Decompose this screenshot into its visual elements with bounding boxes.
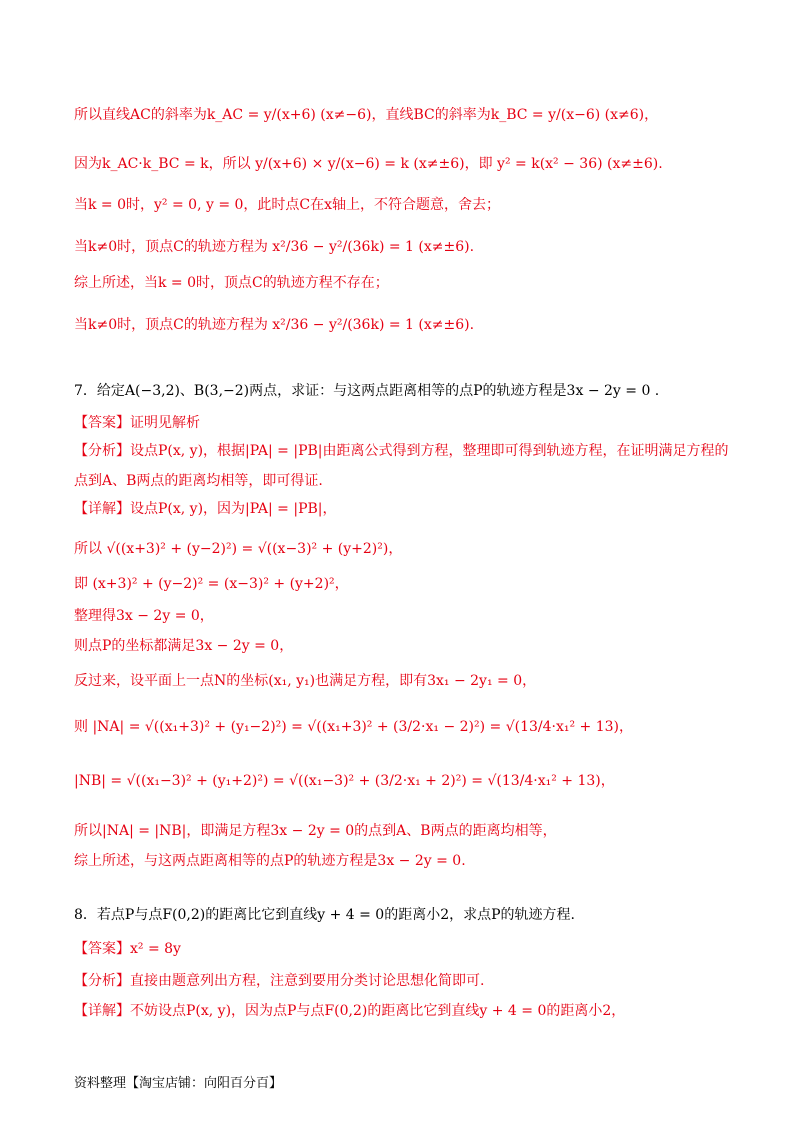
problem-7-answer: 【答案】证明见解析 (74, 415, 200, 431)
problem-7-detail-1: 【详解】设点P(x, y)，因为|PA| = |PB|， (74, 501, 337, 517)
problem-8-statement: 8．若点P与点F(0,2)的距离比它到直线y + 4 = 0的距离小2，求点P的轨迹方程. (74, 907, 575, 923)
text-line-slope-ac-bc: 所以直线AC的斜率为k_AC = y/(x+6) (x≠−6)，直线BC的斜率为k_BC = y/(x−6) (x≠6)， (74, 107, 659, 123)
problem-7-detail-na: 则 |NA| = √((x₁+3)² + (y₁−2)²) = √((x₁+3)² + (3/2·x₁ − 2)²) = √(13/4·x₁² + 13)， (74, 719, 634, 735)
problem-7-detail-8: 所以|NA| = |NB|，即满足方程3x − 2y = 0的点到A、B两点的距离均相等， (74, 823, 557, 839)
problem-7-detail-5: 则点P的坐标都满足3x − 2y = 0， (74, 638, 294, 654)
problem-7-conclusion: 综上所述，与这两点距离相等的点P的轨迹方程是3x − 2y = 0. (74, 853, 466, 869)
problem-8-analysis: 【分析】直接由题意列出方程，注意到要用分类讨论思想化简即可. (74, 973, 485, 989)
problem-7-detail-3: 即 (x+3)² + (y−2)² = (x−3)² + (y+2)²， (74, 576, 349, 592)
text-line-case-k-nonzero: 当k≠0时，顶点C的轨迹方程为 x²/36 − y²/(36k) = 1 (x≠±6). (74, 239, 475, 255)
problem-7-detail-6: 反过来，设平面上一点N的坐标(x₁, y₁)也满足方程，即有3x₁ − 2y₁ = 0， (74, 673, 537, 689)
footer-source-note: 资料整理【淘宝店铺：向阳百分百】 (74, 1076, 283, 1091)
text-line-summary-1: 综上所述，当k = 0时，顶点C的轨迹方程不存在； (74, 275, 389, 291)
text-line-product-slopes: 因为k_AC·k_BC = k，所以 y/(x+6) × y/(x−6) = k (x≠±6)，即 y² = k(x² − 36) (x≠±6). (74, 156, 663, 172)
problem-7-detail-2: 所以 √((x+3)² + (y−2)²) = √((x−3)² + (y+2)²)， (74, 541, 403, 557)
problem-7-analysis-2: 点到A、B两点的距离均相等，即可得证. (74, 473, 323, 489)
problem-7-analysis-1: 【分析】设点P(x, y)，根据|PA| = |PB|由距离公式得到方程，整理即可得到轨迹方程，在证明满足方程的 (74, 443, 729, 459)
text-line-case-k-zero: 当k = 0时，y² = 0, y = 0，此时点C在x轴上，不符合题意，舍去； (74, 197, 501, 213)
text-line-summary-2: 当k≠0时，顶点C的轨迹方程为 x²/36 − y²/(36k) = 1 (x≠±6). (74, 317, 475, 333)
problem-7-detail-4: 整理得3x − 2y = 0， (74, 608, 214, 624)
problem-8-answer: 【答案】x² = 8y (74, 941, 181, 957)
problem-7-detail-nb: |NB| = √((x₁−3)² + (y₁+2)²) = √((x₁−3)² + (3/2·x₁ + 2)²) = √(13/4·x₁² + 13)， (74, 773, 615, 789)
problem-7-statement: 7．给定A(−3,2)、B(3,−2)两点，求证：与这两点距离相等的点P的轨迹方程是3x − 2y = 0 . (74, 383, 660, 399)
problem-8-detail: 【详解】不妨设点P(x, y)，因为点P与点F(0,2)的距离比它到直线y + 4 = 0的距离小2， (74, 1003, 626, 1019)
